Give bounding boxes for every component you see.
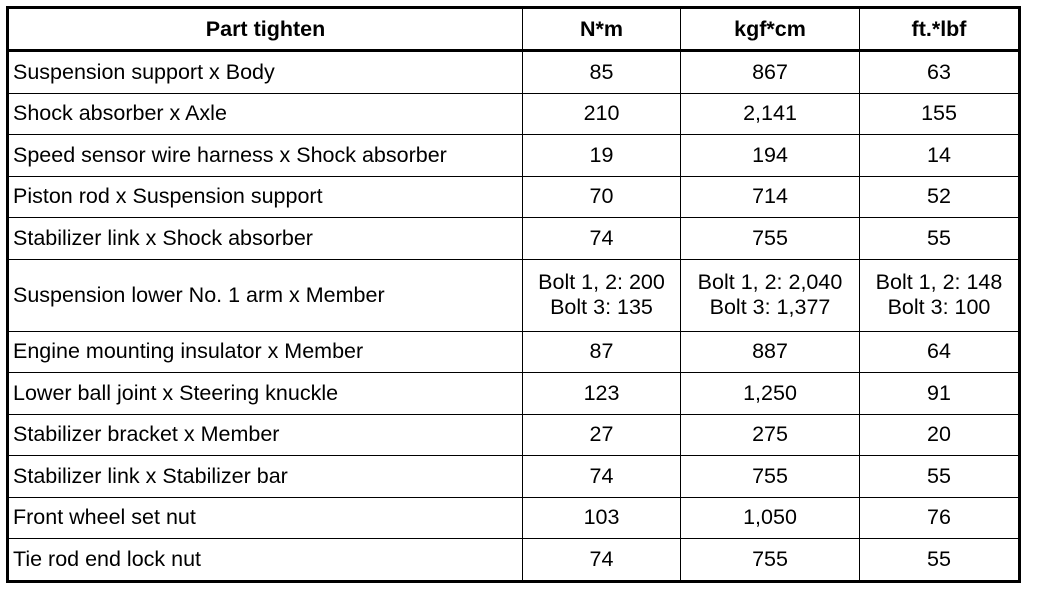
newton-meter-value-cell [523, 51, 681, 94]
ft-lbf-value-cell [860, 259, 1020, 331]
ft-lbf-value: 76 [927, 505, 951, 530]
table-row [8, 456, 1020, 498]
kgf-cm-value-cell [681, 497, 860, 539]
table-row [8, 331, 1020, 373]
header-kgf-cm: kgf*cm [681, 8, 860, 51]
table-row [8, 135, 1020, 177]
ft-lbf-value-cell [860, 456, 1020, 498]
ft-lbf-value-cell [860, 93, 1020, 135]
ft-lbf-value: Bolt 3: 100 [887, 295, 991, 319]
part-name-cell: Stabilizer bracket x Member [8, 414, 523, 456]
newton-meter-value: Bolt 3: 135 [550, 295, 653, 319]
ft-lbf-value: 52 [927, 184, 951, 209]
ft-lbf-value: 14 [927, 142, 951, 167]
kgf-cm-value: Bolt 1, 2: 2,040 [697, 270, 843, 294]
table-row [8, 497, 1020, 539]
ft-lbf-value: 55 [927, 463, 951, 488]
part-name-cell: Speed sensor wire harness x Shock absorber [8, 135, 523, 177]
table-row [8, 176, 1020, 218]
newton-meter-value: 19 [589, 142, 614, 167]
newton-meter-value-cell [523, 135, 681, 177]
ft-lbf-value-cell [860, 373, 1020, 415]
newton-meter-value-cell [523, 259, 681, 331]
ft-lbf-value: Bolt 1, 2: 148 [875, 270, 1003, 294]
table-header [8, 8, 1020, 51]
kgf-cm-value: 755 [752, 225, 788, 250]
kgf-cm-value: 755 [752, 463, 788, 488]
ft-lbf-value: 91 [927, 380, 951, 405]
newton-meter-value-cell [523, 456, 681, 498]
newton-meter-value-cell [523, 218, 681, 260]
kgf-cm-value-cell [681, 414, 860, 456]
kgf-cm-value: 867 [752, 59, 788, 84]
torque-specification-table [6, 6, 1021, 583]
newton-meter-value: 85 [589, 59, 614, 84]
part-name-cell: Engine mounting insulator x Member [8, 331, 523, 373]
part-name-cell: Piston rod x Suspension support [8, 176, 523, 218]
header-row [8, 8, 1020, 51]
ft-lbf-value-cell [860, 539, 1020, 582]
ft-lbf-value: 55 [927, 225, 951, 250]
kgf-cm-value-cell [681, 176, 860, 218]
newton-meter-value-cell [523, 539, 681, 582]
ft-lbf-value-cell [860, 497, 1020, 539]
header-newton-meter: N*m [523, 8, 681, 51]
ft-lbf-value: 20 [927, 422, 951, 447]
newton-meter-value: Bolt 1, 2: 200 [538, 270, 665, 294]
kgf-cm-value: 1,250 [743, 380, 797, 405]
part-name-cell: Stabilizer link x Stabilizer bar [8, 456, 523, 498]
ft-lbf-value: 64 [927, 339, 951, 364]
kgf-cm-value-cell [681, 331, 860, 373]
newton-meter-value-cell [523, 331, 681, 373]
newton-meter-value: 27 [589, 422, 614, 447]
ft-lbf-value-cell [860, 51, 1020, 94]
newton-meter-value-cell [523, 373, 681, 415]
kgf-cm-value: 755 [752, 546, 788, 571]
part-name-cell: Lower ball joint x Steering knuckle [8, 373, 523, 415]
newton-meter-value: 70 [589, 184, 614, 209]
header-ft-lbf: ft.*lbf [860, 8, 1020, 51]
newton-meter-value: 74 [589, 463, 614, 488]
header-part-tighten: Part tighten [8, 8, 523, 51]
table-row [8, 51, 1020, 94]
kgf-cm-value-cell [681, 456, 860, 498]
ft-lbf-value-cell [860, 218, 1020, 260]
table-row [8, 259, 1020, 331]
kgf-cm-value: Bolt 3: 1,377 [709, 295, 831, 319]
table-row [8, 93, 1020, 135]
part-name-cell: Shock absorber x Axle [8, 93, 523, 135]
newton-meter-value-cell [523, 497, 681, 539]
newton-meter-value-cell [523, 176, 681, 218]
table-row [8, 539, 1020, 582]
ft-lbf-value: 63 [927, 59, 951, 84]
part-name-cell: Front wheel set nut [8, 497, 523, 539]
ft-lbf-value: 155 [921, 101, 957, 126]
ft-lbf-value-cell [860, 135, 1020, 177]
newton-meter-value: 74 [589, 225, 614, 250]
kgf-cm-value: 194 [752, 142, 788, 167]
ft-lbf-value-cell [860, 331, 1020, 373]
kgf-cm-value-cell [681, 135, 860, 177]
newton-meter-value: 74 [589, 546, 614, 571]
part-name-cell: Tie rod end lock nut [8, 539, 523, 582]
newton-meter-value: 123 [583, 380, 620, 405]
kgf-cm-value-cell [681, 51, 860, 94]
newton-meter-value: 87 [589, 339, 614, 364]
newton-meter-value-cell [523, 93, 681, 135]
kgf-cm-value-cell [681, 93, 860, 135]
part-name-cell: Suspension lower No. 1 arm x Member [8, 259, 523, 331]
kgf-cm-value: 887 [752, 339, 788, 364]
newton-meter-value: 103 [583, 505, 620, 530]
kgf-cm-value: 2,141 [743, 101, 797, 126]
newton-meter-value-cell [523, 414, 681, 456]
table-row [8, 414, 1020, 456]
ft-lbf-value-cell [860, 414, 1020, 456]
ft-lbf-value: 55 [927, 546, 951, 571]
kgf-cm-value: 1,050 [743, 505, 797, 530]
kgf-cm-value-cell [681, 373, 860, 415]
newton-meter-value: 210 [583, 101, 620, 126]
part-name-cell: Stabilizer link x Shock absorber [8, 218, 523, 260]
kgf-cm-value: 275 [752, 422, 788, 447]
part-name-cell: Suspension support x Body [8, 51, 523, 94]
kgf-cm-value-cell [681, 218, 860, 260]
kgf-cm-value-cell [681, 259, 860, 331]
kgf-cm-value-cell [681, 539, 860, 582]
table-row [8, 373, 1020, 415]
table-row [8, 218, 1020, 260]
kgf-cm-value: 714 [752, 184, 788, 209]
ft-lbf-value-cell [860, 176, 1020, 218]
table-body [8, 51, 1020, 582]
